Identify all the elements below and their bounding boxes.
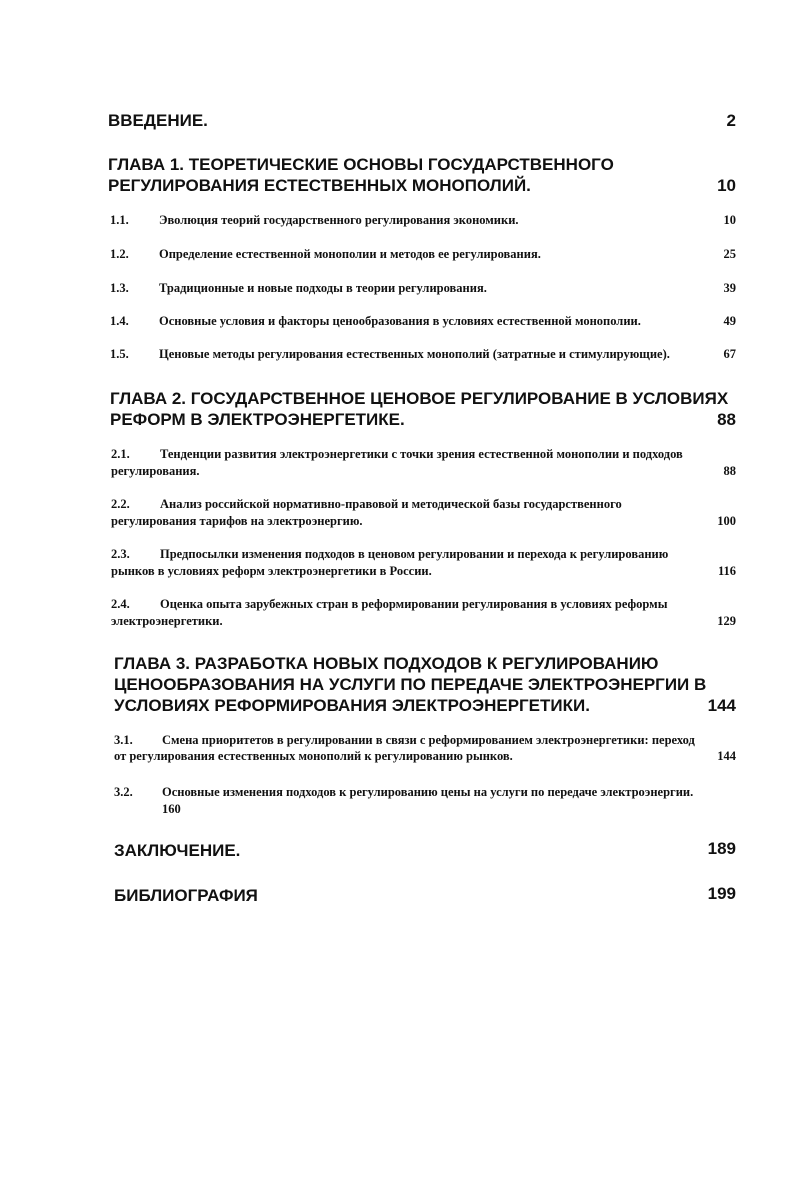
chapter1-title-line1: ГЛАВА 1. ТЕОРЕТИЧЕСКИЕ ОСНОВЫ ГОСУДАРСТВЕННОГО [108,155,614,174]
section-number: 2.4. [111,597,130,611]
section-number: 1.5. [110,347,129,361]
chapter3-title-line2: ЦЕНООБРАЗОВАНИЯ НА УСЛУГИ ПО ПЕРЕДАЧЕ ЭЛЕКТРОЭНЕРГИИ В [114,675,707,694]
section-page: 88 [723,464,736,478]
section-title-line1: Смена приоритетов в регулировании в связи с реформированием электроэнергетики: переход [162,733,695,747]
chapter2-title-line1: ГЛАВА 2. ГОСУДАРСТВЕННОЕ ЦЕНОВОЕ РЕГУЛИРОВАНИЕ В УСЛОВИЯХ [110,389,729,408]
toc-bibliography-page: 199 [707,884,736,903]
chapter2-title-line2: РЕФОРМ В ЭЛЕКТРОЭНЕРГЕТИКЕ. [110,410,405,429]
section-title-line2: электроэнергетики. [111,614,223,628]
section-page: 129 [717,614,736,628]
section-title-line1: Предпосылки изменения подходов в ценовом регулировании и перехода к регулированию [160,547,669,561]
chapter3-page: 144 [707,696,736,715]
section-page: 100 [717,514,736,528]
toc-intro-title: ВВЕДЕНИЕ. [108,111,208,130]
toc-intro-page: 2 [726,111,736,130]
section-page: 144 [717,749,736,763]
chapter3-title-line3: УСЛОВИЯХ РЕФОРМИРОВАНИЯ ЭЛЕКТРОЭНЕРГЕТИКИ. [114,696,590,715]
chapter1-page: 10 [717,176,736,195]
section-title-line2: регулирования тарифов на электроэнергию. [111,514,363,528]
section-title-line2: рынков в условиях реформ электроэнергетики в России. [111,564,432,578]
section-title: Эволюция теорий государственного регулирования экономики. [159,213,519,227]
section-page: 39 [723,281,736,295]
section-title-line1: Анализ российской нормативно-правовой и методической базы государственного [160,497,622,511]
section-number: 1.3. [110,281,129,295]
toc-conclusion-title: ЗАКЛЮЧЕНИЕ. [114,841,241,860]
section-number: 1.2. [110,247,129,261]
section-number: 2.1. [111,447,130,461]
section-number: 1.4. [110,314,129,328]
section-title-line1: Тенденции развития электроэнергетики с точки зрения естественной монополии и подходов [160,447,683,461]
section-title: Основные условия и факторы ценообразования в условиях естественной монополии. [159,314,641,328]
section-number: 2.2. [111,497,130,511]
section-number: 1.1. [110,213,129,227]
toc-bibliography-title: БИБЛИОГРАФИЯ [114,886,258,905]
section-number: 3.2. [114,785,133,799]
section-title: Ценовые методы регулирования естественных монополий (затратные и стимулирующие). [159,347,670,361]
toc-conclusion-page: 189 [707,839,736,858]
section-title-line1: Оценка опыта зарубежных стран в реформировании регулирования в условиях реформы [160,597,668,611]
section-number: 2.3. [111,547,130,561]
section-page: 67 [723,347,736,361]
chapter2-page: 88 [717,410,736,429]
chapter3-title-line1: ГЛАВА 3. РАЗРАБОТКА НОВЫХ ПОДХОДОВ К РЕГУЛИРОВАНИЮ [114,654,659,673]
section-number: 3.1. [114,733,133,747]
chapter1-title-line2: РЕГУЛИРОВАНИЯ ЕСТЕСТВЕННЫХ МОНОПОЛИЙ. [108,176,531,195]
section-page: 116 [717,564,736,578]
section-title-line1: Основные изменения подходов к регулированию цены на услуги по передаче электроэнергии. [162,785,694,799]
section-page: 49 [723,314,736,328]
section-page-wrapped: 160 [162,802,181,816]
section-title: Определение естественной монополии и методов ее регулирования. [159,247,541,261]
section-title: Традиционные и новые подходы в теории регулирования. [159,281,487,295]
section-title-line2: регулирования. [111,464,200,478]
section-page: 10 [723,213,736,227]
section-page: 25 [723,247,736,261]
section-title-line2: от регулирования естественных монополий к регулированию рынков. [114,749,513,763]
